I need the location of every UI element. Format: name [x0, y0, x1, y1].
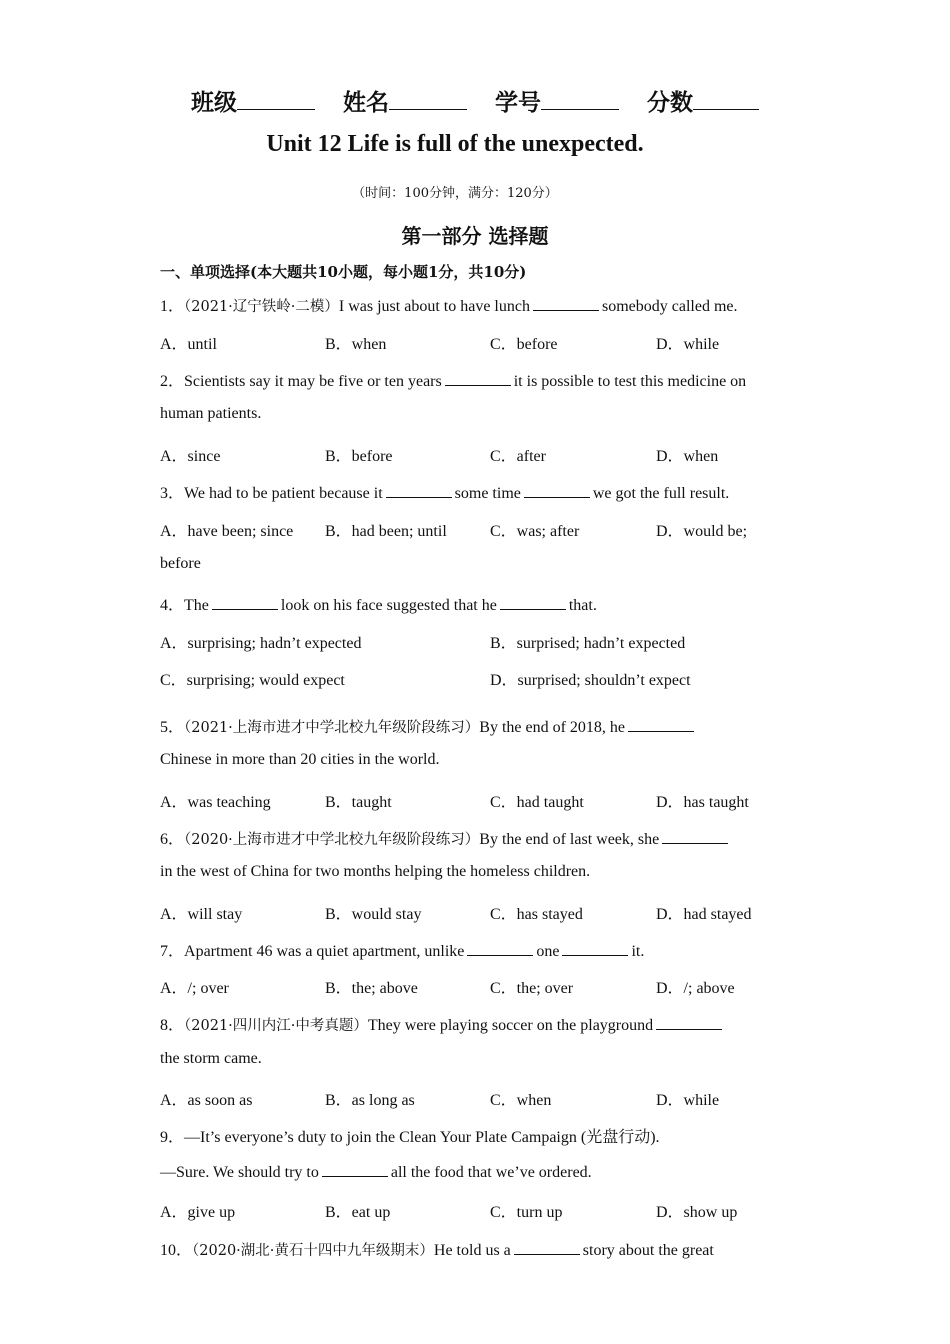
question-4-option-a[interactable]: A．surprising; hadn’t expected	[160, 635, 362, 652]
answer-blank[interactable]	[656, 1015, 722, 1030]
question-5-stem: 5．（2021·上海市进才中学北校九年级阶段练习）By the end of 2018, he	[160, 714, 697, 737]
question-7-option-c[interactable]: C．the; over	[490, 980, 574, 997]
question-2-option-d[interactable]: D．when	[656, 448, 719, 465]
question-2-option-a[interactable]: A．since	[160, 448, 221, 465]
score-field: 分数	[647, 89, 759, 116]
question-2-option-c[interactable]: C．after	[490, 448, 546, 465]
question-6-option-a[interactable]: A．will stay	[160, 906, 243, 923]
question-10-stem: 10．（2020·湖北·黄石十四中九年级期末）He told us a story about the great	[160, 1242, 714, 1259]
answer-blank[interactable]	[562, 941, 628, 956]
id-field: 学号	[495, 89, 619, 116]
question-6-option-d[interactable]: D．had stayed	[656, 906, 752, 923]
question-5-option-c[interactable]: C．had taught	[490, 794, 584, 811]
question-3-option-d[interactable]: D．would be;	[656, 523, 748, 540]
class-blank[interactable]	[237, 87, 315, 110]
name-blank[interactable]	[389, 87, 467, 110]
answer-blank[interactable]	[386, 483, 452, 498]
question-9-option-a[interactable]: A．give up	[160, 1204, 236, 1221]
question-1-option-b[interactable]: B．when	[325, 336, 387, 353]
question-6-stem-cont: in the west of China for two months helping the homeless children.	[160, 863, 591, 880]
question-3-stem: 3．We had to be patient because it some time we got the full result.	[160, 485, 730, 502]
answer-blank[interactable]	[445, 371, 511, 386]
class-field: 班级	[191, 89, 315, 116]
question-8-option-c[interactable]: C．when	[490, 1092, 552, 1109]
question-9-stem: 9．—It’s everyone’s duty to join the Clean Your Plate Campaign (光盘行动).	[160, 1129, 660, 1146]
question-6-stem: 6．（2020·上海市进才中学北校九年级阶段练习）By the end of last week, she	[160, 826, 731, 849]
question-1-stem: 1．（2021·辽宁铁岭·二模）I was just about to have lunch somebody called me.	[160, 298, 738, 315]
question-8-option-d[interactable]: D．while	[656, 1092, 720, 1109]
answer-blank[interactable]	[500, 595, 566, 610]
question-7-option-b[interactable]: B．the; above	[325, 980, 418, 997]
question-5-stem-cont: Chinese in more than 20 cities in the world.	[160, 751, 440, 768]
question-6-option-b[interactable]: B．would stay	[325, 906, 422, 923]
answer-blank[interactable]	[533, 296, 599, 311]
question-3-option-c[interactable]: C．was; after	[490, 523, 580, 540]
question-3-option-d-cont: before	[160, 555, 201, 572]
question-8-option-a[interactable]: A．as soon as	[160, 1092, 253, 1109]
answer-blank[interactable]	[467, 941, 533, 956]
question-4-stem: 4．The look on his face suggested that he that.	[160, 597, 597, 614]
question-5-option-d[interactable]: D．has taught	[656, 794, 749, 811]
part-heading: 第一部分 选择题	[401, 224, 549, 248]
section-heading: 一、单项选择(本大题共10小题，每小题1分，共10分)	[160, 263, 527, 281]
question-9-option-c[interactable]: C．turn up	[490, 1204, 563, 1221]
answer-blank[interactable]	[524, 483, 590, 498]
question-8-option-b[interactable]: B．as long as	[325, 1092, 415, 1109]
answer-blank[interactable]	[628, 717, 694, 732]
question-4-option-b[interactable]: B．surprised; hadn’t expected	[490, 635, 686, 652]
question-3-option-a[interactable]: A．have been; since	[160, 523, 294, 540]
question-1-option-c[interactable]: C．before	[490, 336, 558, 353]
question-9-option-d[interactable]: D．show up	[656, 1204, 738, 1221]
question-2-option-b[interactable]: B．before	[325, 448, 393, 465]
question-5-option-a[interactable]: A．was teaching	[160, 794, 271, 811]
question-6-option-c[interactable]: C．has stayed	[490, 906, 583, 923]
question-5-option-b[interactable]: B．taught	[325, 794, 392, 811]
question-7-option-a[interactable]: A．/; over	[160, 980, 229, 997]
exam-info: （时间：100分钟，满分：120分）	[352, 186, 558, 201]
question-3-option-b[interactable]: B．had been; until	[325, 523, 447, 540]
question-1-option-d[interactable]: D．while	[656, 336, 720, 353]
question-7-stem: 7．Apartment 46 was a quiet apartment, unlike one it.	[160, 943, 645, 960]
question-9-option-b[interactable]: B．eat up	[325, 1204, 391, 1221]
answer-blank[interactable]	[514, 1240, 580, 1255]
id-blank[interactable]	[541, 87, 619, 110]
answer-blank[interactable]	[662, 829, 728, 844]
question-4-option-d[interactable]: D．surprised; shouldn’t expect	[490, 672, 691, 689]
question-8-stem: 8．（2021·四川内江·中考真题）They were playing soccer on the playground	[160, 1012, 725, 1035]
student-info-header	[0, 84, 950, 117]
score-blank[interactable]	[693, 87, 759, 110]
question-4-option-c[interactable]: C．surprising; would expect	[160, 672, 345, 689]
question-8-stem-cont: the storm came.	[160, 1050, 262, 1067]
name-field: 姓名	[343, 89, 467, 116]
page-title: Unit 12 Life is full of the unexpected.	[266, 131, 644, 157]
question-9-reply: —Sure. We should try to all the food that we’ve ordered.	[160, 1164, 592, 1181]
question-1-option-a[interactable]: A．until	[160, 336, 217, 353]
question-7-option-d[interactable]: D．/; above	[656, 980, 735, 997]
question-2-stem: 2．Scientists say it may be five or ten years it is possible to test this medicine on	[160, 373, 747, 390]
question-2-stem-cont: human patients.	[160, 405, 262, 422]
answer-blank[interactable]	[212, 595, 278, 610]
answer-blank[interactable]	[322, 1162, 388, 1177]
